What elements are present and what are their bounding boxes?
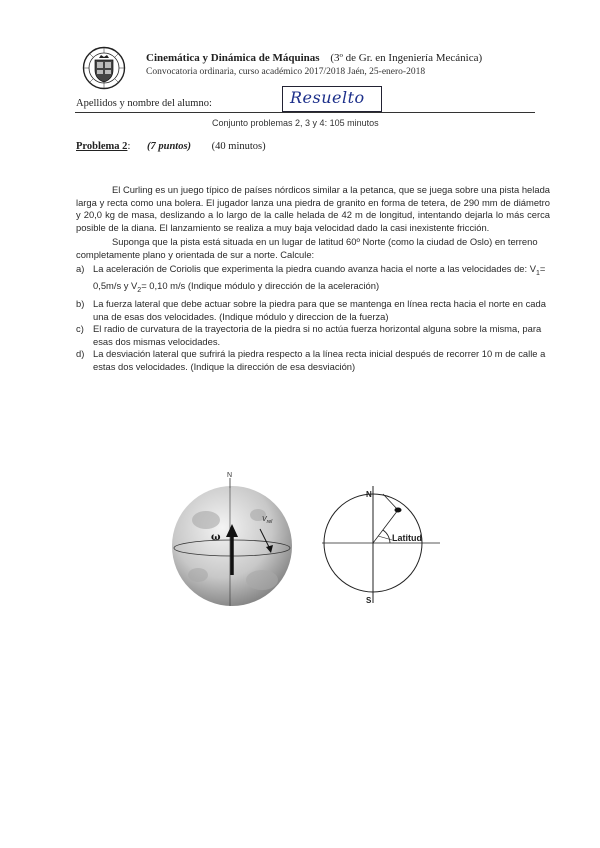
problem-label: Problema 2 [76,141,128,152]
exam-info: Convocatoria ordinaria, curso académico 2017/2018 Jaén, 25-enero-2018 [146,67,426,77]
question-text: La fuerza lateral que debe actuar sobre la piedra para que se mantenga en línea recta hacia el norte en cada una de esas dos velocidades. (Indique módulo y direccion de la fuerza) [93,297,546,322]
circle-north-label: N [366,490,372,499]
problem-points: (7 puntos) [146,141,192,152]
latitude-circle-diagram [322,486,440,603]
problem-heading: Problema 2: (7 puntos) (40 minutos) [76,141,266,152]
question-marker: c) [76,323,84,335]
question-marker: a) [76,263,85,274]
globe-north-label: N [227,472,233,479]
question-text: El radio de curvatura de la trayectoria de la piedra si no actúa fuerza horizontal alguna sobre la misma, para esas dos mismas velocidades. [93,323,542,347]
stone-marker-icon [395,508,402,513]
problem-paragraph-1: El Curling es un juego típico de países nórdicos similar a la petanca, que se juega sobre una pista helada larga y recta como una bolera. El jugador lanza una piedra de granito en forma de tetera, de 290 mm de diámetro y 20,0 kg de masa, deslizando a lo largo de la calle helada de 42 m de longitud, intentando dejarla lo más cerca posible de la diana. El lanzamiento se realiza a muy baja velocidad dado la casi inexistente fricción. [76,184,550,233]
latitude-label: Latitud [392,533,422,543]
problem-paragraph-2: Suponga que la pista está situada en un lugar de latitud 60º Norte (como la ciudad de Oslo) en terreno completamente plano y orientada de sur a norte. Calcule: [76,236,538,260]
question-text: La aceleración de Coriolis que experimenta la piedra cuando avanza hacia el norte a las velocidades de: $V_1= 0,5m/s$ y $V_2= 0,10$ m/s (Indique módulo y dirección de la aceleración) [93,263,546,295]
student-name-label: Apellidos y nombre del alumno: [76,98,212,109]
question-marker: d) [76,348,85,360]
student-name-handwritten: Resuelto [290,88,365,107]
velocity-label: $V_{rel}$ [262,516,273,525]
course-level: (3º de Gr. en Ingeniería Mecánica) [330,52,483,64]
question-text: La desviación lateral que sufrirá la piedra respecto a la línea recta inicial después de recorrer 10 m de calle a estas dos velocidades. (Indique la dirección de esa desviación) [93,348,546,372]
circle-south-label: S [366,596,372,605]
time-note: Conjunto problemas 2, 3 y 4: 105 minutos [212,118,379,128]
omega-label: ω [211,532,221,543]
question-marker: b) [76,297,85,309]
course-title: Cinemática y Dinámica de Máquinas [146,52,320,64]
problem-duration: (40 minutos) [211,141,266,152]
